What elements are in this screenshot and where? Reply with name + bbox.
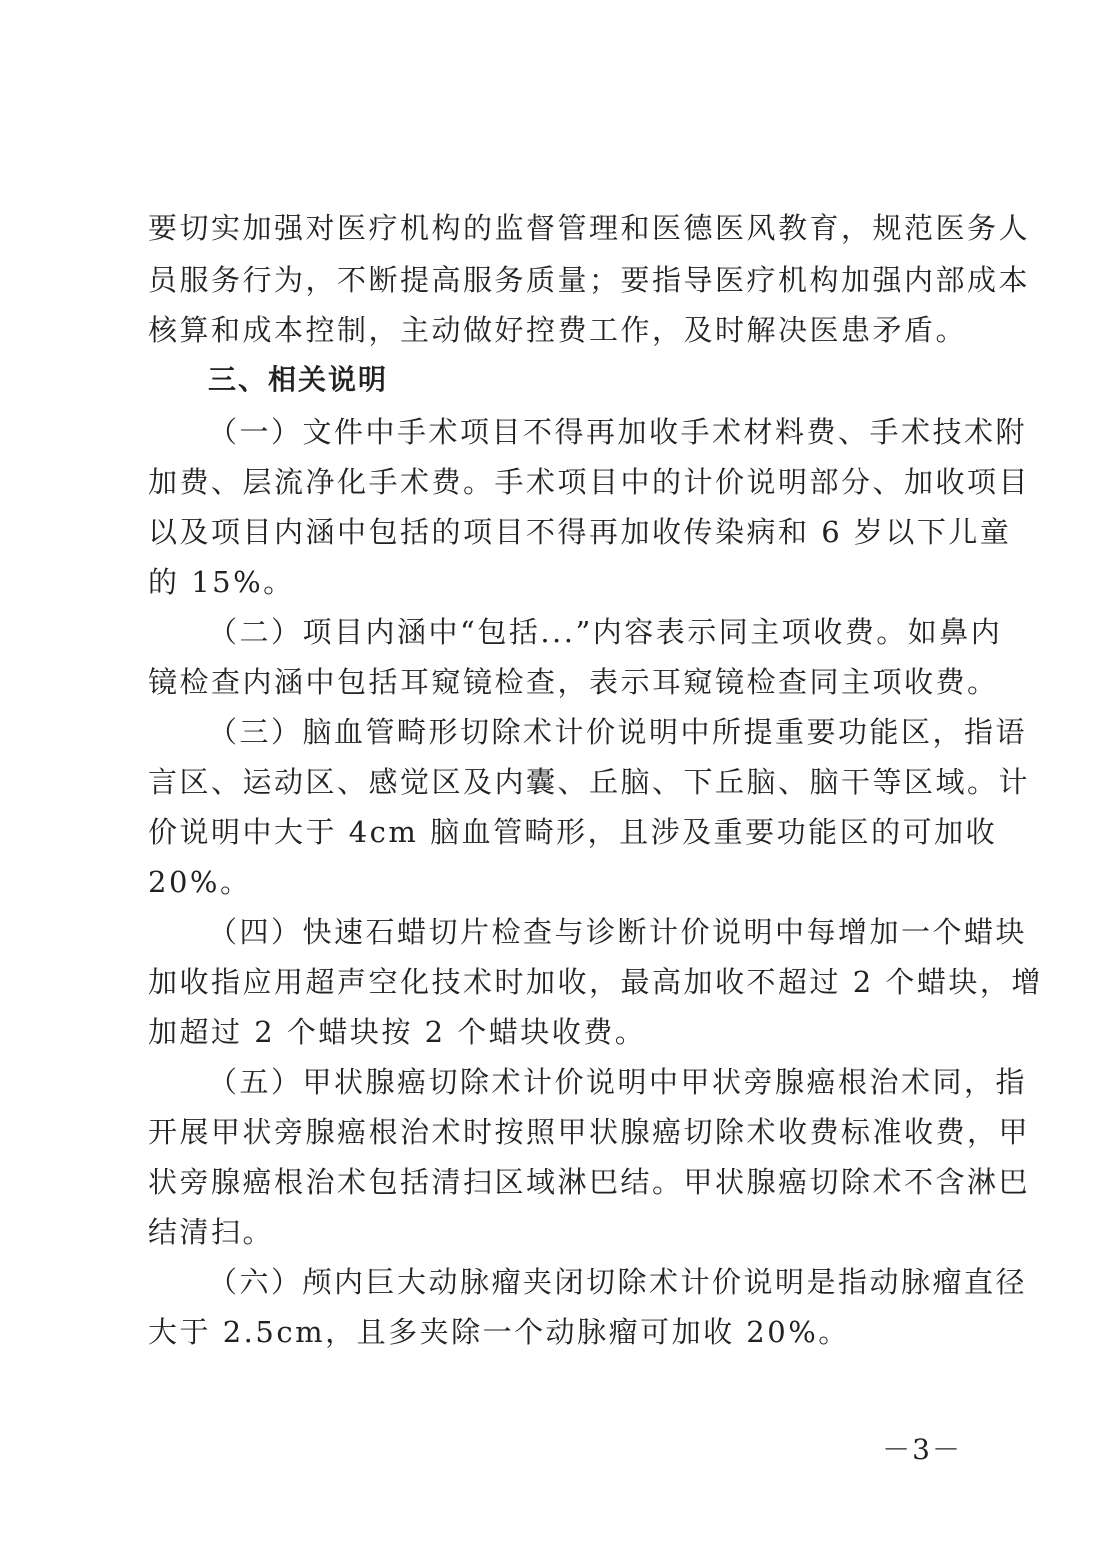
paragraph-1-start: （一）文件中手术项目不得再加收手术材料费、手术技术附 xyxy=(208,415,1028,449)
body-text-line: 价说明中大于 4cm 脑血管畸形，且涉及重要功能区的可加收 xyxy=(148,815,998,849)
page-number: －3－ xyxy=(882,1433,962,1466)
body-text-line: 员服务行为，不断提高服务质量；要指导医疗机构加强内部成本 xyxy=(148,263,1031,297)
body-text-line: 20%。 xyxy=(148,865,252,899)
body-text-line: 核算和成本控制，主动做好控费工作，及时解决医患矛盾。 xyxy=(148,313,968,347)
body-text-line: 结清扫。 xyxy=(148,1215,275,1249)
body-text-line: 大于 2.5cm，且多夹除一个动脉瘤可加收 20%。 xyxy=(148,1315,850,1349)
paragraph-5-start: （五）甲状腺癌切除术计价说明中甲状旁腺癌根治术同，指 xyxy=(208,1065,1028,1099)
body-text-line: 要切实加强对医疗机构的监督管理和医德医风教育，规范医务人 xyxy=(148,211,1031,245)
paragraph-6-start: （六）颅内巨大动脉瘤夹闭切除术计价说明是指动脉瘤直径 xyxy=(208,1265,1028,1299)
paragraph-4-start: （四）快速石蜡切片检查与诊断计价说明中每增加一个蜡块 xyxy=(208,915,1028,949)
body-text-line: 开展甲状旁腺癌根治术时按照甲状腺癌切除术收费标准收费，甲 xyxy=(148,1115,1031,1149)
body-text-line: 言区、运动区、感觉区及内囊、丘脑、下丘脑、脑干等区域。计 xyxy=(148,765,1031,799)
body-text-line: 镜检查内涵中包括耳窥镜检查，表示耳窥镜检查同主项收费。 xyxy=(148,665,999,699)
paragraph-2-start: （二）项目内涵中“包括...”内容表示同主项收费。如鼻内 xyxy=(208,615,1003,649)
body-text-line: 加费、层流净化手术费。手术项目中的计价说明部分、加收项目 xyxy=(148,465,1031,499)
body-text-line: 状旁腺癌根治术包括清扫区域淋巴结。甲状腺癌切除术不含淋巴 xyxy=(148,1165,1031,1199)
section-heading: 三、相关说明 xyxy=(208,363,389,396)
paragraph-3-start: （三）脑血管畸形切除术计价说明中所提重要功能区，指语 xyxy=(208,715,1028,749)
body-text-line: 加超过 2 个蜡块按 2 个蜡块收费。 xyxy=(148,1015,647,1049)
body-text-line: 的 15%。 xyxy=(148,565,295,599)
body-text-line: 加收指应用超声空化技术时加收，最高加收不超过 2 个蜡块，增 xyxy=(148,965,1043,999)
body-text-line: 以及项目内涵中包括的项目不得再加收传染病和 6 岁以下儿童 xyxy=(148,515,1012,549)
